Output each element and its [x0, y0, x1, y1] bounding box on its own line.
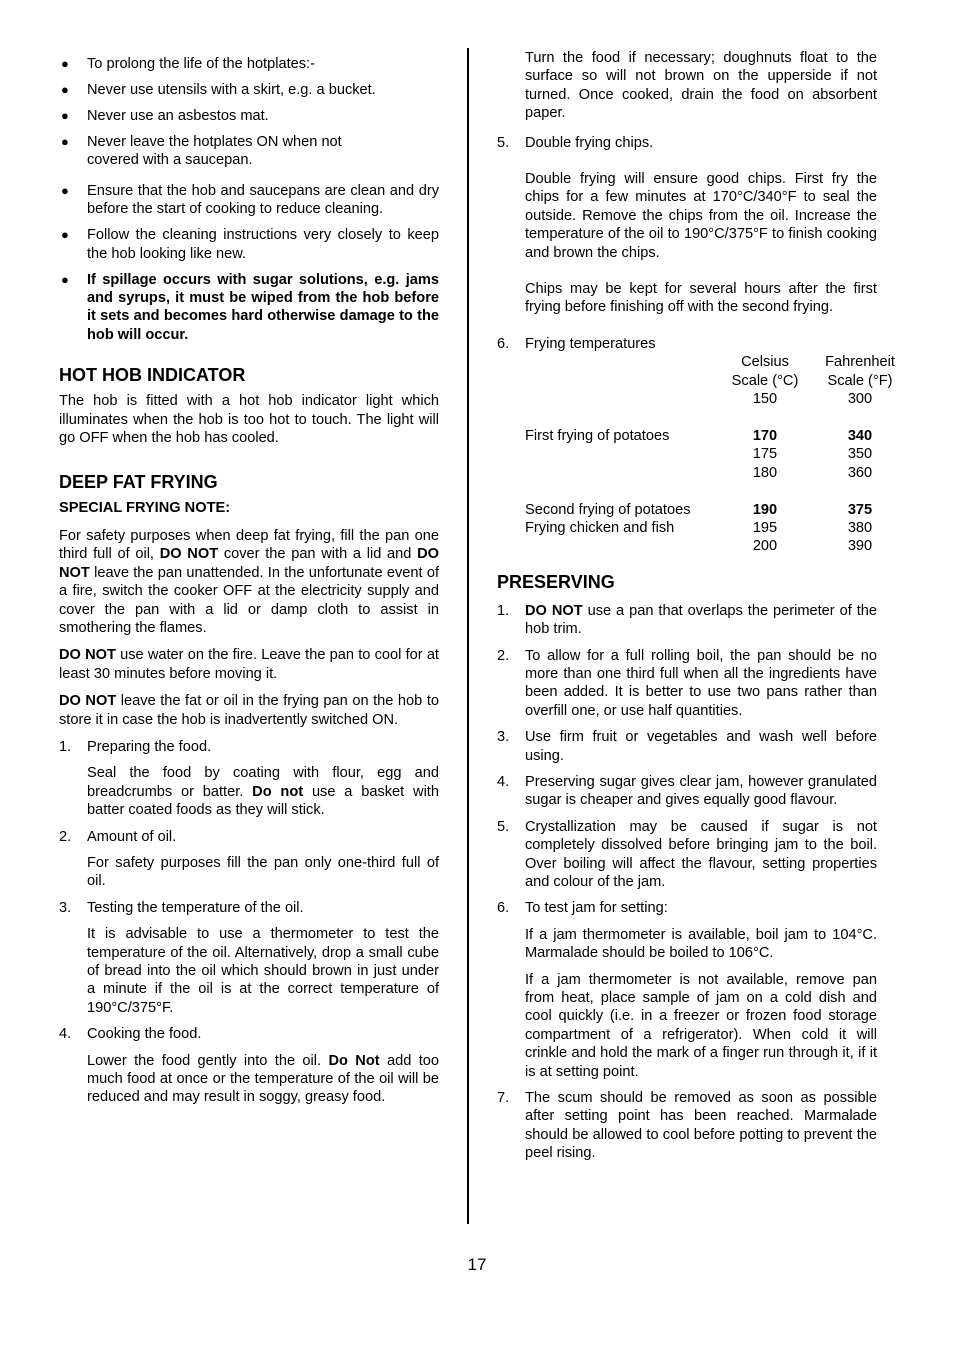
bullet-icon: ● — [61, 56, 69, 71]
section-heading-preserving: PRESERVING — [497, 571, 615, 592]
list-item-text: If a jam thermometer is not available, remove pan from heat, place sample of jam on a cold dish and cool quickly (i.e. in a freezer or frozen food storage compartment of a refrigerator). When cold it will crinkle and hold the mark of a finger run through it, if it is at setting point. — [525, 971, 877, 1080]
section-heading-deep-fat: DEEP FAT FRYING — [59, 472, 218, 493]
bullet-icon: ● — [61, 108, 69, 123]
deep-fat-paragraph-3: DO NOT leave the fat or oil in the frying pan on the hob to store it in case the hob is inadvertently switched ON. — [59, 693, 439, 728]
table-row: Second frying of potatoes 190 375 — [525, 501, 873, 518]
list-item-text: Seal the food by coating with flour, egg and breadcrumbs or batter. Do not use a basket with batter coated foods as they will stick. — [87, 765, 439, 819]
list-item: 1. DO NOT use a pan that overlaps the perimeter of the hob trim. — [497, 602, 877, 638]
bullet-item: ● Never use an asbestos mat. — [61, 108, 269, 124]
bullet-icon: ● — [61, 182, 69, 198]
deep-fat-paragraph-2: DO NOT use water on the fire. Leave the pan to cool for at least 30 minutes before moving it. — [59, 647, 439, 682]
table-header-row — [525, 372, 905, 390]
deep-fat-paragraph-1: For safety purposes when deep fat frying, fill the pan one third full of oil, DO NOT cover the pan with a lid and DO NOT leave the pan unattended. In the unfortunate event of a fire, switch the cooker OFF at the electricity supply and cover the pan with a lid or damp cloth to assist in smothering the flames. — [59, 527, 439, 636]
celsius-scale-header: Scale (°C) — [731, 372, 799, 389]
list-item: 7. The scum should be removed as soon as possible after setting point has been reached. Marmalade should be allowed to cool before potting to prevent the peel rising. — [497, 1090, 877, 1162]
bullet-icon: ● — [61, 227, 69, 243]
column-divider — [467, 48, 469, 1224]
list-item: 3. Use firm fruit or vegetables and wash well before using. — [497, 729, 877, 764]
table-row — [525, 482, 905, 500]
section-heading-hot-hob: HOT HOB INDICATOR — [59, 365, 246, 386]
table-row: 200 390 — [752, 538, 873, 555]
page-number: 17 — [467, 1255, 487, 1274]
frying-temperatures-table — [525, 353, 905, 555]
double-frying-note: Chips may be kept for several hours after the first frying before finishing off with the second frying. — [525, 281, 877, 316]
table-header-row — [525, 353, 905, 371]
double-frying-text: Double frying will ensure good chips. First fry the chips for a few minutes at 170°C/340°F to seal the outside. Remove the chips from the oil. Increase the temperature of the oil to 190°C/375°F to finish cooking and brown the chips. — [525, 171, 877, 261]
table-row: 175 350 — [752, 446, 873, 463]
bullet-item-warning: ● If spillage occurs with sugar solutions, e.g. jams and syrups, it must be wiped from the hob before it sets and becomes hard otherwise damage to the hob will occur. — [61, 271, 439, 343]
table-row: Frying chicken and fish 195 380 — [525, 519, 873, 536]
list-item: 4. Preserving sugar gives clear jam, however granulated sugar is cheaper and gives equally good flavour. — [497, 773, 877, 809]
special-frying-note: SPECIAL FRYING NOTE: — [59, 500, 231, 517]
bullet-icon: ● — [61, 134, 69, 149]
bullet-icon: ● — [61, 271, 69, 287]
hot-hob-text: The hob is fitted with a hot hob indicator light which illuminates when the hob is too hot to touch. The light will go OFF when the hob has cooled. — [59, 393, 439, 447]
left-column — [59, 48, 439, 1107]
fahrenheit-scale-header: Scale (°F) — [827, 372, 893, 389]
list-item-text: Lower the food gently into the oil. Do Not add too much food at once or the temperature of the oil will be reduced and may result in soggy, greasy food. — [87, 1052, 439, 1106]
list-item-text: It is advisable to use a thermometer to test the temperature of the oil. Alternatively, drop a small cube of bread into the oil which should brown in just under a minute if the oil is at the correct temperature of 190°C/375°F. — [87, 926, 439, 1016]
bullet-item: ● Never leave the hotplates ON when not covered with a saucepan. — [61, 134, 342, 169]
table-row: First frying of potatoes 170 340 — [525, 427, 873, 444]
right-column — [497, 48, 895, 1163]
list-item-text: For safety purposes fill the pan only one-third full of oil. — [87, 854, 439, 890]
bullet-icon: ● — [61, 82, 69, 97]
list-item-text: If a jam thermometer is available, boil jam to 104°C. Marmalade should be boiled to 106°C. — [525, 926, 877, 962]
list-item: 5. Double frying chips. — [497, 134, 654, 151]
bullet-item: ● To prolong the life of the hotplates:- — [61, 56, 315, 72]
bullet-item: ● Follow the cleaning instructions very closely to keep the hob looking like new. — [61, 227, 439, 262]
list-item: 1. Preparing the food. — [59, 738, 212, 755]
bullet-item: ● Ensure that the hob and saucepans are clean and dry before the start of cooking to reduce cleaning. — [61, 182, 439, 218]
list-item: 4. Cooking the food. — [59, 1026, 202, 1043]
table-row — [525, 409, 905, 427]
celsius-header: Celsius — [741, 354, 789, 371]
cooking-continued-text: Turn the food if necessary; doughnuts float to the surface so will not brown on the upperside if not turned. Once cooked, drain the food on absorbent paper. — [525, 50, 877, 122]
bullet-item: ● Never use utensils with a skirt, e.g. a bucket. — [61, 82, 376, 98]
list-item: 6. Frying temperatures — [497, 335, 656, 352]
list-item: 2. To allow for a full rolling boil, the pan should be no more than one third full when all the ingredients have been added. It is better to use two pans rather than overfill one, or use half quantities. — [497, 647, 877, 719]
fahrenheit-header: Fahrenheit — [825, 354, 895, 371]
list-item: 3. Testing the temperature of the oil. — [59, 899, 304, 916]
list-item: 5. Crystallization may be caused if sugar is not completely dissolved before bringing jam to the boil. Over boiling will affect the flavour, setting properties and colour of the jam. — [497, 818, 877, 890]
table-row: 150 300 — [752, 391, 873, 408]
list-item: 2. Amount of oil. — [59, 828, 177, 845]
table-row: 180 360 — [752, 464, 873, 481]
list-item: 6. To test jam for setting: — [497, 900, 668, 917]
